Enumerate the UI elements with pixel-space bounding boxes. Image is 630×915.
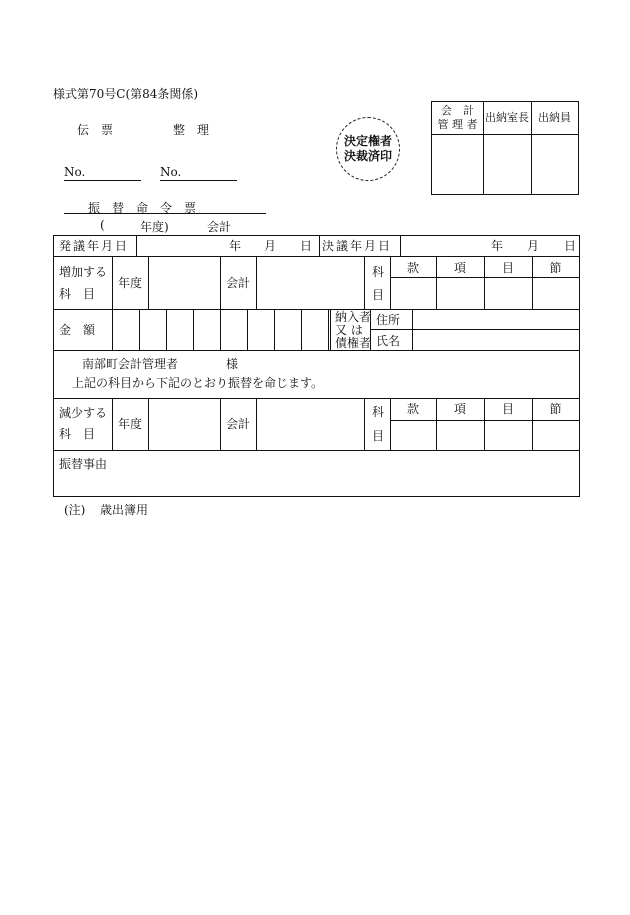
name-label: 氏名 — [376, 334, 401, 348]
decrease-nendo: 年度 — [118, 417, 143, 431]
address-label: 住所 — [376, 313, 401, 327]
decrease-header-moku: 目 — [501, 402, 514, 416]
addressee: 南部町会計管理者 — [82, 357, 179, 371]
reason-label: 振替事由 — [59, 457, 108, 471]
note-label: (注) — [64, 503, 86, 517]
sama: 様 — [226, 357, 239, 371]
payee-line3: 債権者 — [335, 336, 372, 350]
order-text: 上記の科目から下記のとおり振替を命じます。 — [72, 376, 324, 390]
approval-table — [431, 101, 579, 195]
decrease-header-kou: 項 — [453, 402, 466, 416]
title-underline — [64, 213, 266, 214]
payee-line2: 又 は — [335, 323, 363, 337]
increase-header-kou: 項 — [453, 261, 466, 275]
no2-label: No. — [160, 165, 182, 179]
increase-nendo: 年度 — [118, 276, 143, 290]
increase-line2: 科 目 — [59, 287, 96, 301]
decide-date-label: 決議年月日 — [322, 239, 393, 253]
decrease-header-setsu: 節 — [549, 402, 562, 416]
decision-stamp — [336, 117, 400, 181]
approval-col1-line1: 会 計 — [441, 104, 474, 117]
issue-month: 月 — [264, 239, 277, 253]
approval-col3: 出納員 — [538, 111, 571, 124]
increase-ka-top: 科 — [372, 265, 385, 279]
decrease-ka-bottom: 目 — [372, 429, 385, 443]
decrease-ka-top: 科 — [372, 405, 385, 419]
decide-month: 月 — [527, 239, 540, 253]
fiscal-account: 会計 — [207, 220, 232, 234]
issue-day: 日 — [300, 239, 313, 253]
stamp-line2: 決裁済印 — [343, 149, 392, 163]
increase-header-kan: 款 — [406, 261, 419, 275]
no1-underline — [64, 180, 141, 181]
decrease-line1: 減少する — [59, 406, 108, 420]
fiscal-year: 年度) — [140, 220, 169, 234]
form-title: 振 替 命 令 票 — [88, 201, 197, 215]
approval-col1-line2: 管 理 者 — [437, 118, 478, 131]
transfer-order-form — [53, 235, 580, 497]
increase-ka-bottom: 目 — [372, 288, 385, 302]
payee-line1: 納入者 — [335, 310, 372, 324]
seiri-label: 整 理 — [173, 123, 210, 137]
increase-kaikei: 会計 — [226, 276, 251, 290]
decide-day: 日 — [564, 239, 577, 253]
approval-col2: 出納室長 — [485, 111, 529, 124]
stamp-line1: 決定権者 — [343, 134, 392, 148]
amount-label: 金 額 — [59, 323, 96, 337]
increase-line1: 増加する — [59, 265, 108, 279]
form-code: 様式第70号C(第84条関係) — [53, 87, 199, 101]
no1-label: No. — [64, 165, 86, 179]
note-text: 歳出簿用 — [100, 503, 149, 517]
denpyo-label: 伝 票 — [77, 123, 114, 137]
decrease-header-kan: 款 — [406, 402, 419, 416]
increase-header-moku: 目 — [501, 261, 514, 275]
issue-date-label: 発議年月日 — [59, 239, 130, 253]
decrease-line2: 科 目 — [59, 427, 96, 441]
decrease-kaikei: 会計 — [226, 417, 251, 431]
decide-year: 年 — [491, 239, 504, 253]
fiscal-paren: ( — [100, 218, 105, 232]
no2-underline — [160, 180, 237, 181]
increase-header-setsu: 節 — [549, 261, 562, 275]
issue-year: 年 — [229, 239, 242, 253]
